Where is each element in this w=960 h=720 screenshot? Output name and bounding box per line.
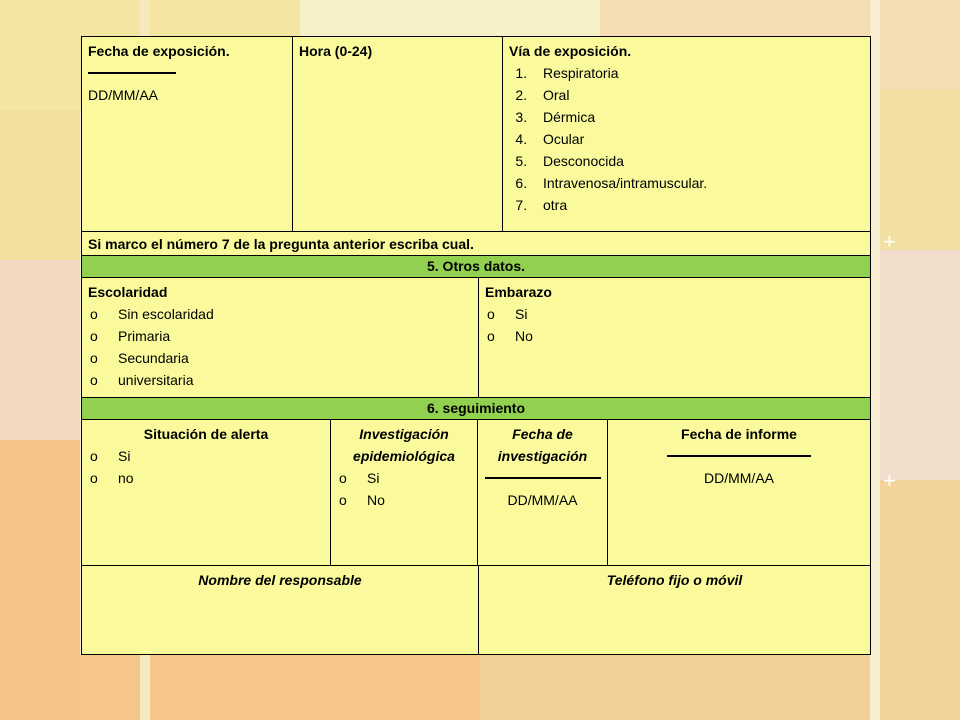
exposure-date-label: Fecha de exposición. bbox=[88, 43, 230, 59]
section-5-row bbox=[81, 278, 871, 398]
bg-tile bbox=[880, 90, 960, 250]
phone-label: Teléfono fijo o móvil bbox=[606, 572, 743, 588]
alert-label: Situación de alerta bbox=[143, 426, 269, 442]
investigation-date-format: DD/MM/AA bbox=[507, 492, 578, 508]
education-option[interactable]: o Secundaria bbox=[88, 347, 472, 369]
responsible-name-label: Nombre del responsable bbox=[198, 572, 362, 588]
education-cell bbox=[82, 278, 479, 397]
investigation-options bbox=[337, 467, 471, 511]
report-date-label: Fecha de informe bbox=[681, 426, 797, 442]
exposure-route-label: Vía de exposición. bbox=[509, 43, 632, 59]
investigation-date-label-line-1: Fecha de bbox=[512, 426, 573, 442]
education-option[interactable]: o universitaria bbox=[88, 369, 472, 391]
case-report-form bbox=[81, 36, 871, 655]
route-option[interactable]: 1. Respiratoria bbox=[531, 62, 864, 84]
bg-stripe bbox=[870, 0, 880, 720]
exposure-route-cell bbox=[503, 37, 870, 231]
alert-option[interactable]: o no bbox=[88, 467, 324, 489]
pregnancy-option[interactable]: o No bbox=[485, 325, 864, 347]
plus-sparkle-icon: + bbox=[883, 468, 896, 493]
alert-option[interactable]: o Si bbox=[88, 445, 324, 467]
investigation-label-line-1: Investigación bbox=[359, 426, 449, 442]
alert-options bbox=[88, 445, 324, 489]
pregnancy-cell bbox=[479, 278, 870, 397]
exposure-date-format: DD/MM/AA bbox=[88, 87, 158, 103]
other-route-row bbox=[81, 232, 871, 256]
investigation-label-line-2: epidemiológica bbox=[353, 448, 455, 464]
route-option[interactable]: 2. Oral bbox=[531, 84, 864, 106]
education-option[interactable]: o Sin escolaridad bbox=[88, 303, 472, 325]
alert-cell bbox=[82, 420, 331, 565]
route-option[interactable]: 5. Desconocida bbox=[531, 150, 864, 172]
education-options bbox=[88, 303, 472, 391]
bg-tile bbox=[0, 440, 80, 720]
route-option[interactable]: 3. Dérmica bbox=[531, 106, 864, 128]
pregnancy-options bbox=[485, 303, 864, 347]
pregnancy-option[interactable]: o Si bbox=[485, 303, 864, 325]
bg-tile bbox=[0, 260, 80, 440]
bg-tile bbox=[880, 250, 960, 480]
bg-tile bbox=[880, 480, 960, 720]
exposure-row bbox=[81, 36, 871, 232]
date-blank-line bbox=[88, 72, 176, 74]
exposure-route-list bbox=[509, 62, 864, 216]
investigation-option[interactable]: o No bbox=[337, 489, 471, 511]
date-blank-line bbox=[667, 455, 811, 457]
investigation-date-label-line-2: investigación bbox=[497, 448, 588, 464]
date-blank-line bbox=[485, 477, 601, 479]
pregnancy-label: Embarazo bbox=[485, 284, 552, 300]
route-option[interactable]: 4. Ocular bbox=[531, 128, 864, 150]
report-date-cell[interactable] bbox=[608, 420, 870, 565]
route-option[interactable]: 7. otra bbox=[531, 194, 864, 216]
section-5-header bbox=[81, 256, 871, 278]
education-label: Escolaridad bbox=[88, 284, 168, 300]
section-6-header bbox=[81, 398, 871, 420]
investigation-option[interactable]: o Si bbox=[337, 467, 471, 489]
bg-tile bbox=[0, 110, 80, 260]
investigation-cell bbox=[331, 420, 478, 565]
route-option[interactable]: 6. Intravenosa/intramuscular. bbox=[531, 172, 864, 194]
investigation-date-cell[interactable] bbox=[478, 420, 608, 565]
other-route-prompt[interactable]: Si marco el número 7 de la pregunta anterior escriba cual. bbox=[88, 236, 474, 252]
exposure-date-cell[interactable] bbox=[82, 37, 293, 231]
section-6-row bbox=[81, 420, 871, 566]
report-date-format: DD/MM/AA bbox=[704, 470, 774, 486]
plus-sparkle-icon: + bbox=[883, 229, 896, 254]
section-6-title: 6. seguimiento bbox=[426, 400, 526, 416]
education-option[interactable]: o Primaria bbox=[88, 325, 472, 347]
responsible-name-cell[interactable] bbox=[82, 566, 479, 654]
phone-cell[interactable] bbox=[479, 566, 870, 654]
responsible-row bbox=[81, 566, 871, 655]
exposure-hour-cell[interactable] bbox=[293, 37, 503, 231]
exposure-hour-label: Hora (0-24) bbox=[299, 43, 373, 59]
bg-tile bbox=[480, 655, 880, 720]
section-5-title: 5. Otros datos. bbox=[426, 258, 526, 274]
